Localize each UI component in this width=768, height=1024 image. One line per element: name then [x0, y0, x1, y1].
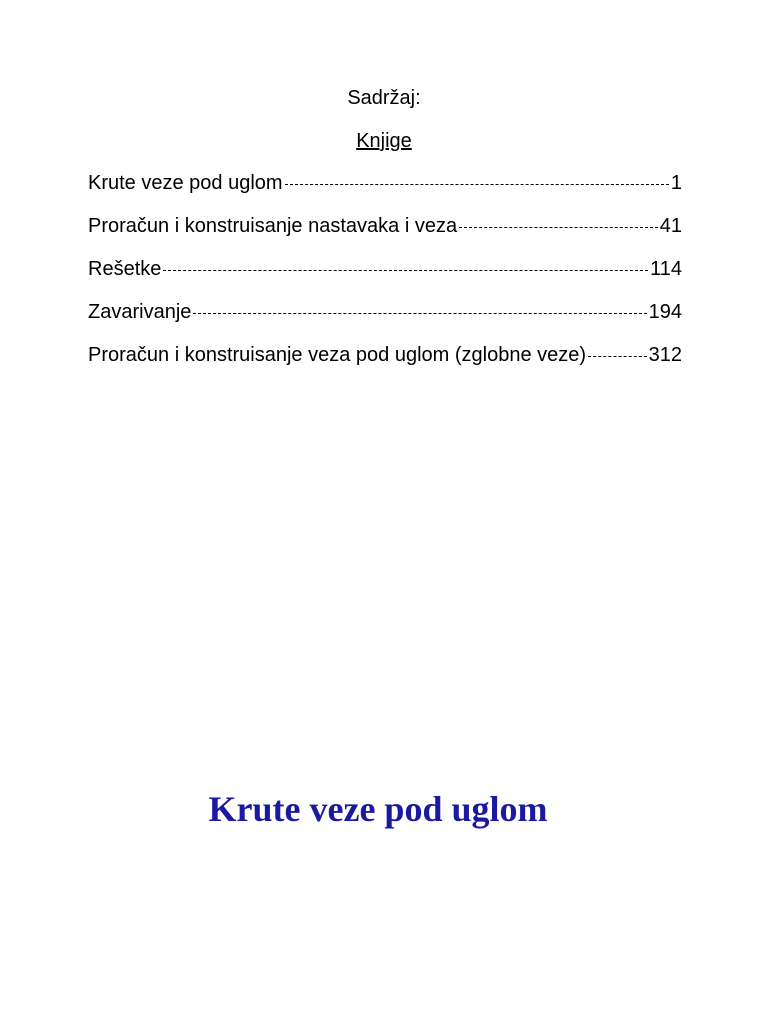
toc-entry[interactable]: [88, 169, 682, 212]
toc-entry[interactable]: [88, 298, 682, 341]
toc-entry-title: Proračun i konstruisanje nastavaka i veza: [88, 215, 458, 237]
toc-entry-page: 194: [648, 301, 682, 323]
toc-entry-title: Zavarivanje: [88, 301, 192, 323]
toc-entry-page: 312: [648, 344, 682, 366]
toc-subheading: Knjige: [356, 130, 412, 152]
toc-entry-page: 41: [659, 215, 682, 237]
toc-entry[interactable]: [88, 255, 682, 298]
toc-entry[interactable]: [88, 212, 682, 255]
toc-heading: Sadržaj:: [347, 87, 421, 109]
toc-entry-title: Rešetke: [88, 258, 162, 280]
toc-entry-page: 1: [670, 172, 682, 194]
toc-leader: [459, 227, 658, 228]
toc-entry-title: Krute veze pod uglom: [88, 172, 283, 194]
toc-entry-page: 114: [650, 258, 682, 280]
toc-leader: [193, 313, 646, 314]
chapter-title: Krute veze pod uglom: [208, 789, 548, 829]
toc-leader: [588, 356, 647, 357]
toc-entry-title: Proračun i konstruisanje veza pod uglom (zglobne veze): [88, 344, 587, 366]
toc-leader: [285, 184, 669, 185]
toc-leader: [163, 270, 648, 271]
toc-list: [88, 169, 682, 384]
toc-entry[interactable]: [88, 341, 682, 384]
